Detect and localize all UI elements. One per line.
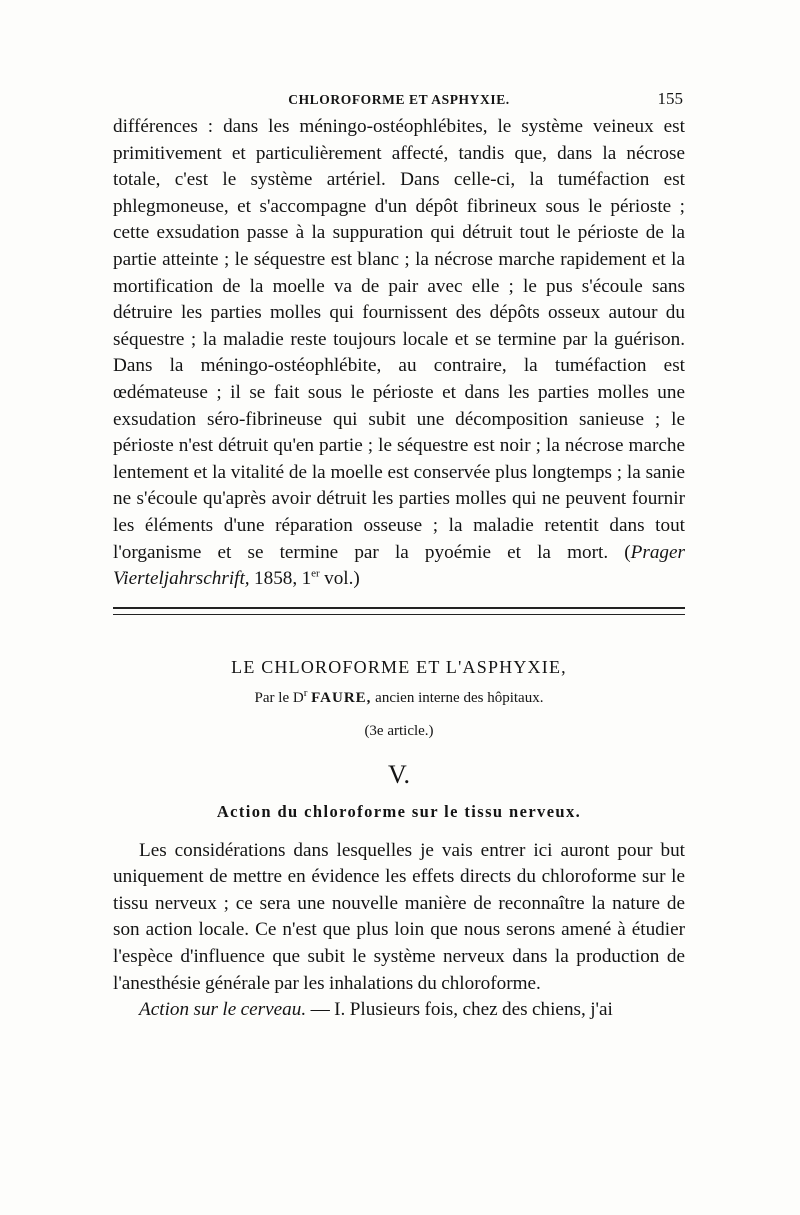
citation-superscript: er bbox=[311, 567, 320, 580]
citation-year: 1858, 1 bbox=[249, 568, 312, 590]
section-number: V. bbox=[388, 759, 410, 789]
section-divider bbox=[113, 607, 685, 615]
section-title: Action du chloroforme sur le tissu nerveux. bbox=[216, 801, 582, 821]
paragraph-considerations-text: Les considérations dans lesquelles je vais entrer ici auront pour but uniquement de mettre en évidence les effets directs du chloroforme sur le tissu nerveux ; ce sera une nouvelle manière de reconnaître la nature de son action locale. Ce n'est que plus loin que nous serons amené à étudier l'espèce d'influence que subit le système nerveux dans la production de l'anesthésie générale par les inhalations du chloroforme. bbox=[113, 839, 685, 994]
page-number: 155 bbox=[657, 89, 683, 108]
document-page bbox=[113, 88, 685, 1024]
paragraph-considerations bbox=[113, 838, 685, 998]
paragraph-necrose bbox=[113, 114, 685, 593]
byline-suffix: ancien interne des hôpitaux. bbox=[371, 689, 544, 706]
byline-prefix: Par le D bbox=[254, 689, 304, 706]
article-number: (3e article.) bbox=[364, 722, 434, 739]
cerveau-text: — I. Plusieurs fois, chez des chiens, j'ai bbox=[306, 999, 613, 1021]
paragraph-necrose-text: différences : dans les méningo-ostéophlébites, le système veineux est primitivement et particulièrement affecté, tandis que, dans la nécrose totale, c'est le système artériel. Dans celle-ci, la tuméfaction est phlegmoneuse, et s'accompagne d'un dépôt fibrineux sous le périoste ; cette exsudation passe à la suppuration qui détruit tout le périoste de la partie atteinte ; le séquestre est blanc ; la nécrose marche rapidement et la mortification de la moelle va de pair avec elle ; le pus s'écoule sans détruire les parties molles qui fournissent des dépôts osseux autour du séquestre ; la maladie reste toujours locale et se termine par la guérison. Dans la méningo-ostéophlébite, au contraire, la tuméfaction est œdémateuse ; il se fait sous le périoste et dans les parties molles une exsudation séro-fibrineuse qui subit une décomposition sanieuse ; le périoste n'est détruit qu'en partie ; le séquestre est noir ; la nécrose marche lentement et la vitalité de la moelle est conservée plus longtemps ; la sanie ne s'écoule qu'après avoir détruit les parties molles qui ne peuvent fournir les éléments d'une réparation osseuse ; la maladie retentit dans tout l'organisme et se termine par la pyoémie et la mort. ( bbox=[113, 116, 685, 563]
author-name: FAURE, bbox=[311, 689, 372, 706]
page-header bbox=[113, 88, 685, 114]
article-byline bbox=[113, 686, 685, 707]
cerveau-lead: Action sur le cerveau. bbox=[139, 999, 307, 1021]
running-title: CHLOROFORME ET ASPHYXIE. bbox=[288, 92, 510, 107]
paragraph-cerveau bbox=[113, 997, 685, 1024]
byline-superscript: r bbox=[303, 686, 308, 699]
citation-end: vol.) bbox=[319, 568, 360, 590]
article-title: LE CHLOROFORME ET L'ASPHYXIE, bbox=[231, 656, 567, 677]
citation-journal: Prager Vierteljahrschrift, bbox=[113, 541, 685, 590]
